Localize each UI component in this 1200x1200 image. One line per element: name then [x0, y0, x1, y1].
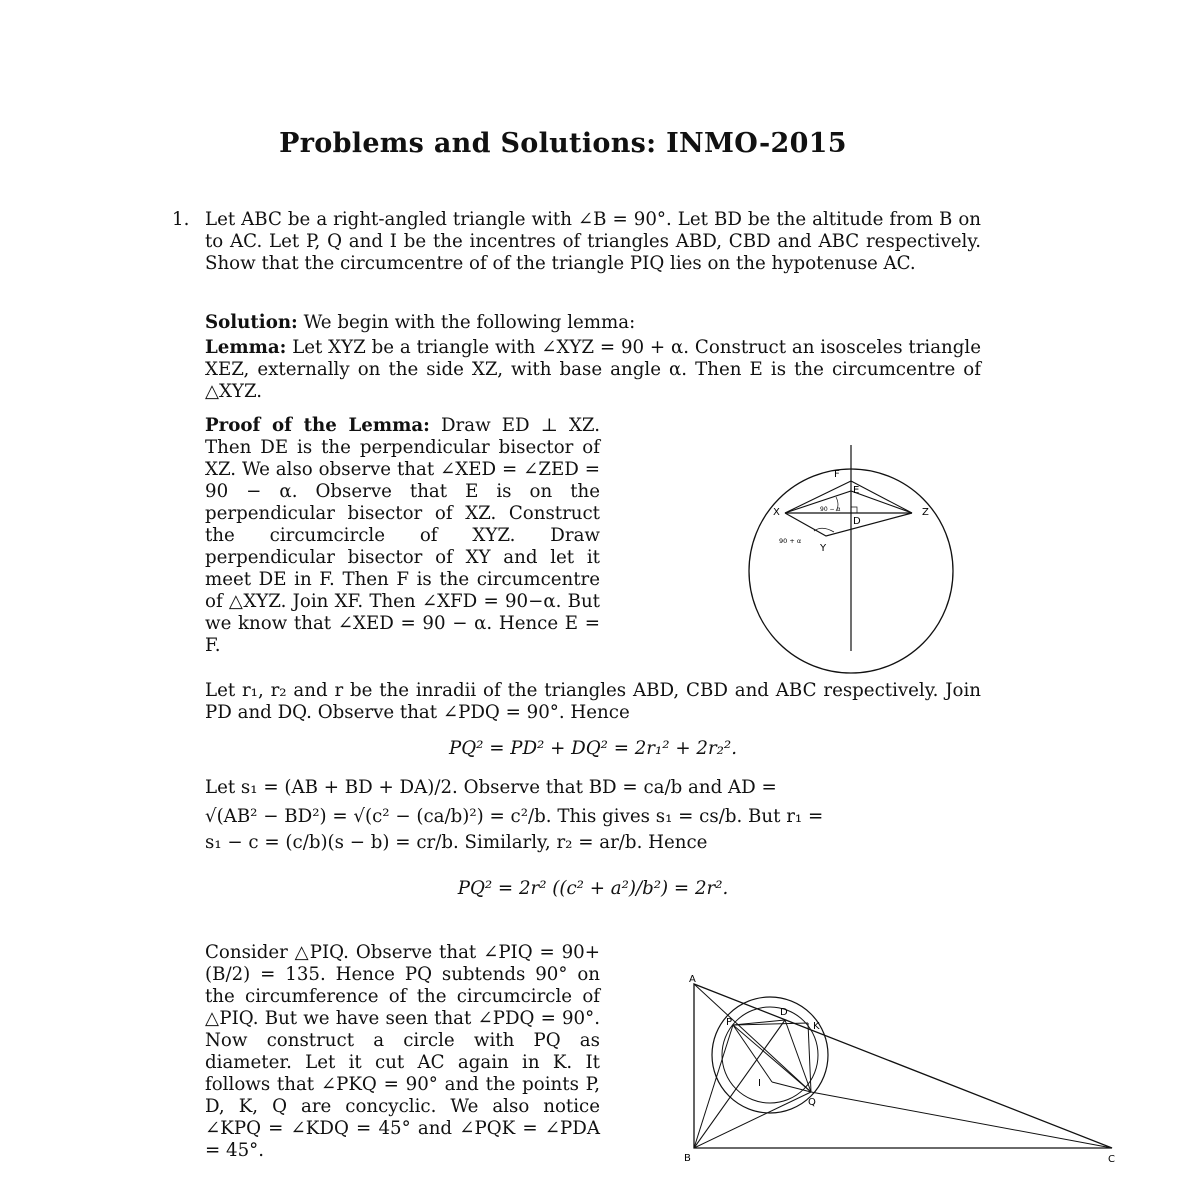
solution-intro: [205, 312, 981, 334]
triangle-xyz: [785, 513, 912, 536]
label-p: P: [726, 1017, 733, 1028]
lemma-paragraph: [205, 337, 981, 403]
angle-label-y: 90 + α: [779, 537, 802, 545]
label-q: Q: [808, 1097, 816, 1108]
problem-number: 1.: [172, 209, 190, 230]
lemma-text: Let XYZ be a triangle with ∠XYZ = 90 + α. Construct an isosceles triangle XEZ, externally on the side XZ, with base angle α. Then E is the circumcentre of △XYZ.: [205, 337, 981, 402]
label-x: X: [773, 507, 780, 518]
label-y: Y: [820, 543, 827, 554]
label-a: A: [689, 974, 696, 985]
label-c: C: [1108, 1154, 1115, 1165]
altitude-bd: [694, 1020, 785, 1148]
label-f: F: [834, 469, 840, 480]
angle-label-top: 90 − α: [820, 506, 841, 513]
triangle-xfz: [785, 481, 912, 513]
label-d: D: [853, 516, 861, 527]
proof-paragraph: [205, 415, 600, 657]
lemma-label: Lemma:: [205, 337, 287, 358]
triangle-xez: [785, 491, 912, 513]
segment-qc: [811, 1092, 1112, 1148]
lemma-figure: [740, 435, 980, 680]
s1-line-1: Let s₁ = (AB + BD + DA)/2. Observe that BD = ca/b and AD =: [205, 777, 777, 798]
label-k: K: [813, 1021, 820, 1032]
problem-statement: Let ABC be a right-angled triangle with ∠B = 90°. Let BD be the altitude from B on to AC. Let P, Q and I be the incentres of triangles ABD, CBD and ABC respectively. Show that the circumcentre of of the triangle PIQ lies on the hypotenuse AC.: [205, 209, 981, 274]
equation-2: PQ² = 2r² ((c² + a²)/b²) = 2r².: [457, 878, 729, 899]
label-i: I: [758, 1078, 761, 1089]
triangle-figure: [680, 970, 1130, 1170]
equation-1: PQ² = PD² + DQ² = 2r₁² + 2r₂².: [448, 738, 738, 759]
segment-bq: [694, 1092, 811, 1148]
label-b: B: [684, 1153, 691, 1164]
right-angle-mark: [851, 507, 857, 513]
solution-intro-text: We begin with the following lemma:: [297, 312, 636, 333]
label-e: E: [853, 485, 860, 496]
s1-line-3: s₁ − c = (c/b)(s − b) = cr/b. Similarly, r₂ = ar/b. Hence: [205, 832, 708, 853]
proof-text: Draw ED ⊥ XZ. Then DE is the perpendicular bisector of XZ. We also observe that ∠XED = ∠ZED = 90 − α. Observe that E is on the perpendicular bisector of XZ. Construct the circumcircle of XYZ. Draw perpendicular bisector of XY and let it meet DE in F. Then F is the circumcentre of △XYZ. Join XF. Then ∠XFD = 90−α. But we know that ∠XED = 90 − α. Hence E = F.: [205, 415, 600, 656]
s1-line-2: √(AB² − BD²) = √(c² − (ca/b)²) = c²/b. This gives s₁ = cs/b. But r₁ =: [205, 806, 824, 827]
inradii-paragraph: Let r₁, r₂ and r be the inradii of the triangles ABD, CBD and ABC respectively. Join PD and DQ. Observe that ∠PDQ = 90°. Hence: [205, 680, 981, 723]
label-z: Z: [922, 507, 929, 518]
consider-paragraph: Consider △PIQ. Observe that ∠PIQ = 90+(B/2) = 135. Hence PQ subtends 90° on the circumference of the circumcircle of △PIQ. But we have seen that ∠PDQ = 90°. Now construct a circle with PQ as diameter. Let it cut AC again in K. It follows that ∠PKQ = 90° and the points P, D, K, Q are concyclic. We also notice ∠KPQ = ∠KDQ = 45° and ∠PQK = ∠PDA = 45°.: [205, 942, 600, 1161]
label-d2: D: [780, 1007, 788, 1018]
proof-label: Proof of the Lemma:: [205, 415, 430, 436]
page-title: Problems and Solutions: INMO-2015: [279, 128, 847, 159]
solution-label: Solution:: [205, 312, 298, 333]
